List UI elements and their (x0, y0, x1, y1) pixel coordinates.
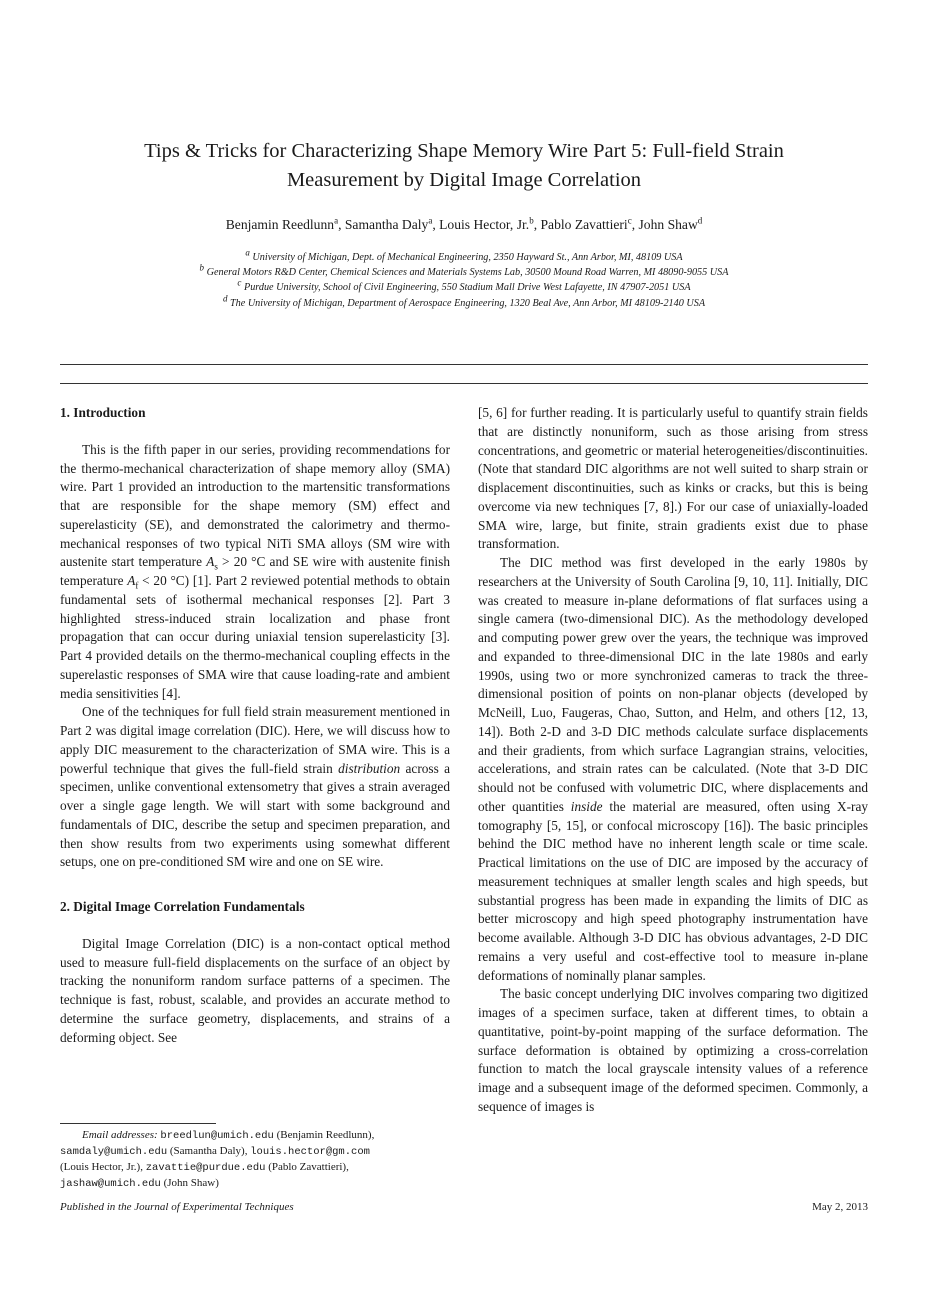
email-owner: (John Shaw) (163, 1177, 219, 1189)
left-column (60, 404, 450, 1047)
email-link[interactable]: jashaw@umich.edu (60, 1178, 161, 1190)
text-run: The DIC method was first developed in the early 1980s by researchers at the University of South Carolina [9, 10, 11]. Initially, DIC was created to measure in-plane deformations of flat surfaces using a single camera (two-dimensional DIC). As the methodology developed and computing power grew over the years, the technique was improved and expanded to three-dimensional DIC in the late 1980s and early 1990s, using two or more synchronized cameras to track the three-dimensional position of points on non-planar objects (developed by McNeill, Luo, Faugeras, Chao, Sutton, and Helm, and others [12, 13, 14]). Both 2-D and 3-D DIC methods calculate surface displacements and their gradients, from which surface Lagrangian strains, velocities, accelerations, and strain rates can be calculated. (Note that 3-D DIC should not be confused with volumetric DIC, where displacements and other quantities (478, 555, 868, 814)
text-run: > 20 °C and SE wire with austenite finish temperature (60, 554, 450, 588)
symbol: A (206, 554, 215, 570)
email-owner: (Louis Hector, Jr.), (60, 1161, 143, 1173)
email-owner: (Samantha Daly), (169, 1145, 248, 1157)
affiliation-text: Purdue University, School of Civil Engineering, 550 Stadium Mall Drive West Lafayette, IN 47907-2051 USA (243, 282, 691, 294)
page-footer (60, 1201, 868, 1213)
text-run: < 20 °C) [1]. Part 2 reviewed potential methods to obtain fundamental sets of isothermal mechanical responses [2]. Part 3 highlighted stress-induced strain localization and phase front propagation that can occur during uniaxial tension superelasticity [3]. Part 4 provided details on the thermo-mechanical coupling effects in the superelastic responses of SMA wire that cause loading-rate and ambient media sensitivities [4]. (60, 573, 450, 701)
dic-paragraph-1-start: Digital Image Correlation (DIC) is a non-contact optical method used to measure full-field displacements on the surface of an object by tracking the nonuniform random surface patterns of a specimen. The technique is fast, robust, scalable, and provides an accurate method to determine the surface geometry, displacements, and strains of a deforming object. See (60, 935, 450, 1045)
intro-paragraph-1 (60, 441, 450, 704)
affiliation-mark: b (199, 262, 205, 273)
footnote-label: Email addresses: (82, 1129, 158, 1141)
paper-title (60, 137, 868, 195)
affiliation-list (40, 247, 888, 311)
affiliation-mark: d (222, 293, 228, 304)
author-list (60, 217, 868, 233)
subscript: s (214, 561, 218, 572)
affiliation (40, 262, 888, 280)
author-mark: a (334, 215, 339, 226)
email-link[interactable]: breedlun@umich.edu (160, 1130, 274, 1142)
email-link[interactable]: zavattie@purdue.edu (145, 1162, 266, 1174)
affiliation (40, 247, 888, 265)
text-run: One of the techniques for full field strain measurement mentioned in Part 2 was digital image correlation (DIC). Here, we will discuss how to apply DIC measurement to the characterization of SMA wire. This is a powerful technique that gives the full-field strain (60, 704, 450, 776)
author-name: Samantha Daly (344, 217, 429, 232)
header-rule-top (60, 364, 868, 365)
author-name: Louis Hector, Jr. (439, 217, 530, 232)
email-link[interactable]: louis.hector@gm.com (250, 1146, 370, 1158)
author-mark: b (529, 215, 534, 226)
affiliation-mark: c (237, 278, 242, 289)
header-rule-bottom (60, 383, 868, 384)
author-separator: , (533, 217, 541, 232)
author-name: Pablo Zavattieri (540, 217, 628, 232)
affiliation (40, 293, 888, 311)
author-separator: , (631, 217, 639, 232)
author-name: Benjamin Reedlunn (225, 217, 335, 232)
title-line-1: Tips & Tricks for Characterizing Shape Memory Wire Part 5: Full-field Strain (144, 140, 784, 162)
email-owner: (Pablo Zavattieri), (268, 1161, 349, 1173)
symbol: A (127, 573, 136, 588)
email-footnote (60, 1128, 450, 1192)
intro-paragraph-2 (60, 703, 450, 872)
subscript: f (135, 580, 139, 591)
author-separator: , (432, 217, 440, 232)
right-column (478, 404, 868, 1117)
journal-name: Published in the Journal of Experimental Techniques (60, 1201, 294, 1213)
emphasis: distribution (338, 760, 401, 776)
affiliation (40, 280, 888, 295)
email-owner: (Benjamin Reedlunn), (276, 1129, 375, 1141)
text-run: the material are measured, often using X-ray tomography [5, 15], or confocal microscopy [16]). The basic principles behind the DIC method have no inherent length scale or time scale. Practical limitations on the use of DIC are imposed by the accuracy of measurement techniques at smaller length scales and high speeds, but substantial progress has been made in expanding the limits of DIC as better microscopy and high speed photography instrumentation have become available. Although 3-D DIC has obvious advantages, 2-D DIC remains a very useful and cost-effective tool to measure in-plane deformations of nominally planar samples. (478, 798, 868, 983)
publication-date: May 2, 2013 (812, 1201, 868, 1213)
dic-paragraph-2 (478, 554, 868, 985)
email-link[interactable]: samdaly@umich.edu (60, 1146, 168, 1158)
footnote-rule (60, 1123, 216, 1124)
affiliation-text: University of Michigan, Dept. of Mechanical Engineering, 2350 Hayward St., Ann Arbor, MI, 48109 USA (252, 252, 683, 263)
section-heading-dic-fundamentals: 2. Digital Image Correlation Fundamentals (60, 899, 305, 914)
section-heading-introduction: 1. Introduction (60, 405, 146, 420)
author-mark: a (428, 215, 433, 226)
dic-paragraph-1-continued: [5, 6] for further reading. It is particularly useful to quantify strain fields that are distinctly nonuniform, such as those arising from stress concentrations, and geometric or material heterogeneities/discontinuities. (Note that standard DIC algorithms are not well suited to sharp strain or displacement discontinuities, such as kinks or cracks, but this is being overcome via new techniques [7, 8].) For our case of uniaxially-loaded SMA wire, large, but finite, strain gradients exist due to phase transformation. (478, 405, 868, 552)
emphasis: inside (570, 798, 603, 814)
author-name: John Shaw (638, 217, 698, 232)
author-separator: , (338, 217, 345, 232)
text-run: This is the fifth paper in our series, providing recommendations for the thermo-mechanical characterization of shape memory alloy (SMA) wire. Part 1 provided an introduction to the martensitic transformations that are responsible for the shape memory (SM) effect and superelasticity (SE), and demonstrated the calorimetry and thermo-mechanical responses of two typical NiTi SMA alloys (SM wire with austenite start temperature (60, 441, 450, 570)
author-mark: d (697, 215, 703, 226)
affiliation-text: General Motors R&D Center, Chemical Sciences and Materials Systems Lab, 30500 Mound Road Warren, MI 48090-9055 USA (206, 267, 729, 279)
title-line-2: Measurement by Digital Image Correlation (286, 169, 642, 191)
dic-paragraph-3: The basic concept underlying DIC involves comparing two digitized images of a specimen surface, taken at different times, to obtain a quantitative, point-by-point mapping of the surface deformation. The surface deformation is obtained by optimizing a cross-correlation function to match the local grayscale intensity values of a reference image and a subsequent image of the deformed specimen. Commonly, a sequence of images is (478, 986, 868, 1114)
affiliation-text: The University of Michigan, Department of Aerospace Engineering, 1320 Beal Ave, Ann Arbor, MI 48109-2140 USA (229, 297, 706, 309)
text-run: across a specimen, unlike conventional extensometry that gives a strain averaged over a single gage length. We will start with some background and fundamentals of DIC, describe the setup and specimen preparation, and then show results from two experiments using somewhat different setups, one on pre-conditioned SM wire and one on SE wire. (60, 760, 450, 870)
affiliation-mark: a (245, 247, 250, 258)
author-mark: c (627, 215, 632, 226)
